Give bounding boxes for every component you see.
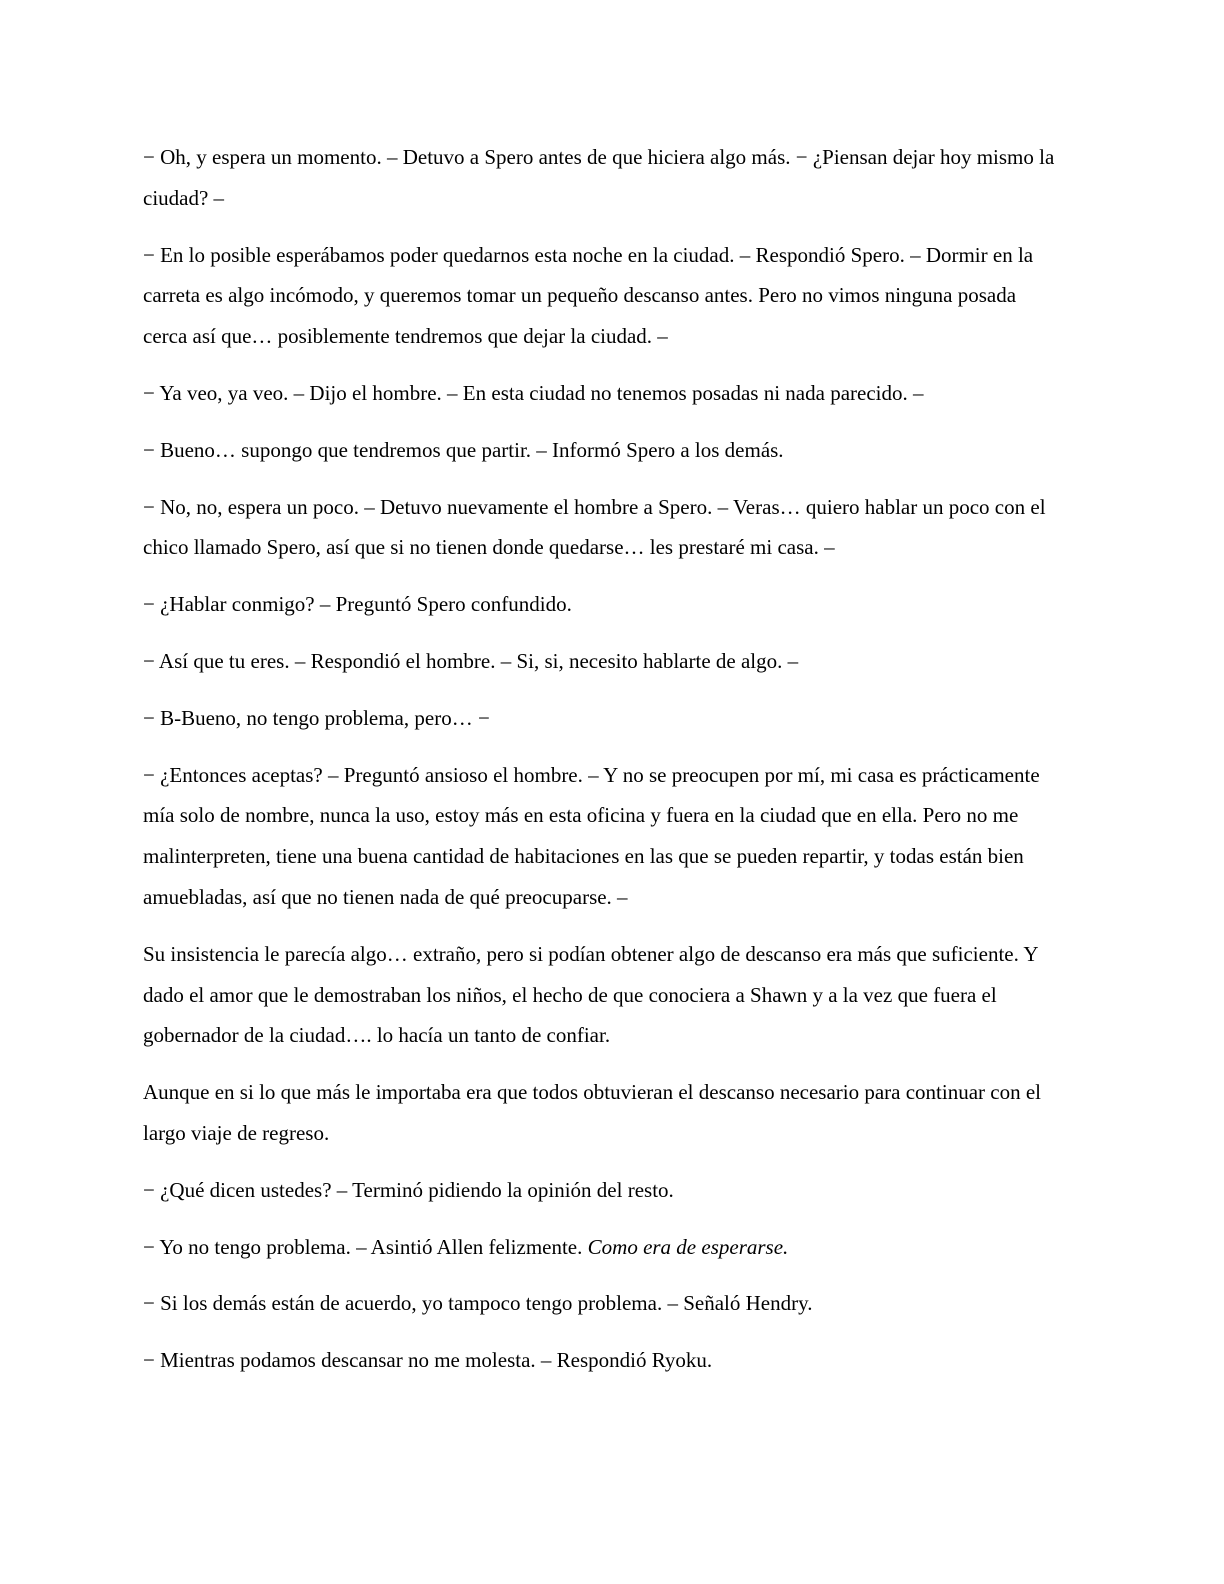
paragraph-14: − Si los demás están de acuerdo, yo tampoco tengo problema. – Señaló Hendry.: [143, 1291, 813, 1316]
paragraph-12: − ¿Qué dicen ustedes? – Terminó pidiendo la opinión del resto.: [143, 1177, 674, 1202]
paragraph-11: Aunque en si lo que más le importaba era que todos obtuvieran el descanso necesario para continuar con el largo viaje de regreso.: [143, 1080, 1042, 1145]
paragraph-6: − ¿Hablar conmigo? – Preguntó Spero confundido.: [143, 592, 572, 617]
paragraph-10: Su insistencia le parecía algo… extraño, pero si podían obtener algo de descanso era más que suficiente. Y dado el amor que le demostraban los niños, el hecho de que conociera a Shawn y a la vez que fuera el gobernador de la ciudad…. lo hacía un tanto de confiar.: [143, 941, 1038, 1048]
paragraph-5: − No, no, espera un poco. – Detuvo nuevamente el hombre a Spero. – Veras… quiero hablar un poco con el chico llamado Spero, así que si no tienen donde quedarse… les prestaré mi casa. –: [143, 494, 1046, 560]
paragraph-1: − Oh, y espera un momento. – Detuvo a Spero antes de que hiciera algo más. − ¿Piensan dejar hoy mismo la ciudad? –: [143, 145, 1055, 210]
paragraph-3: − Ya veo, ya veo. – Dijo el hombre. – En esta ciudad no tenemos posadas ni nada parecido. –: [143, 380, 924, 405]
paragraph-13-text: − Yo no tengo problema. – Asintió Allen felizmente.: [143, 1234, 583, 1259]
paragraph-9: − ¿Entonces aceptas? – Preguntó ansioso el hombre. – Y no se preocupen por mí, mi casa es prácticamente mía solo de nombre, nunca la uso, estoy más en esta oficina y fuera en la ciudad que en ella. Pero no me malinterpreten, tiene una buena cantidad de habitaciones en las que se pueden repartir, y todas están bien amuebladas, así que no tienen nada de qué preocuparse. –: [143, 762, 1040, 909]
paragraph-2: − En lo posible esperábamos poder quedarnos esta noche en la ciudad. – Respondió Spero. – Dormir en la carreta es algo incómodo, y queremos tomar un pequeño descanso antes. Pero no vimos ninguna posada cerca así que… posiblemente tendremos que dejar la ciudad. –: [143, 242, 1034, 349]
body-text: [143, 137, 1063, 1397]
paragraph-13-italic: Como era de esperarse.: [587, 1234, 789, 1259]
paragraph-4: − Bueno… supongo que tendremos que partir. – Informó Spero a los demás.: [143, 437, 784, 462]
paragraph-7: − Así que tu eres. – Respondió el hombre. – Si, si, necesito hablarte de algo. –: [143, 648, 799, 673]
paragraph-8: − B-Bueno, no tengo problema, pero… −: [143, 705, 490, 730]
paragraph-13: [143, 1227, 1063, 1268]
paragraph-15: − Mientras podamos descansar no me molesta. – Respondió Ryoku.: [143, 1348, 713, 1373]
